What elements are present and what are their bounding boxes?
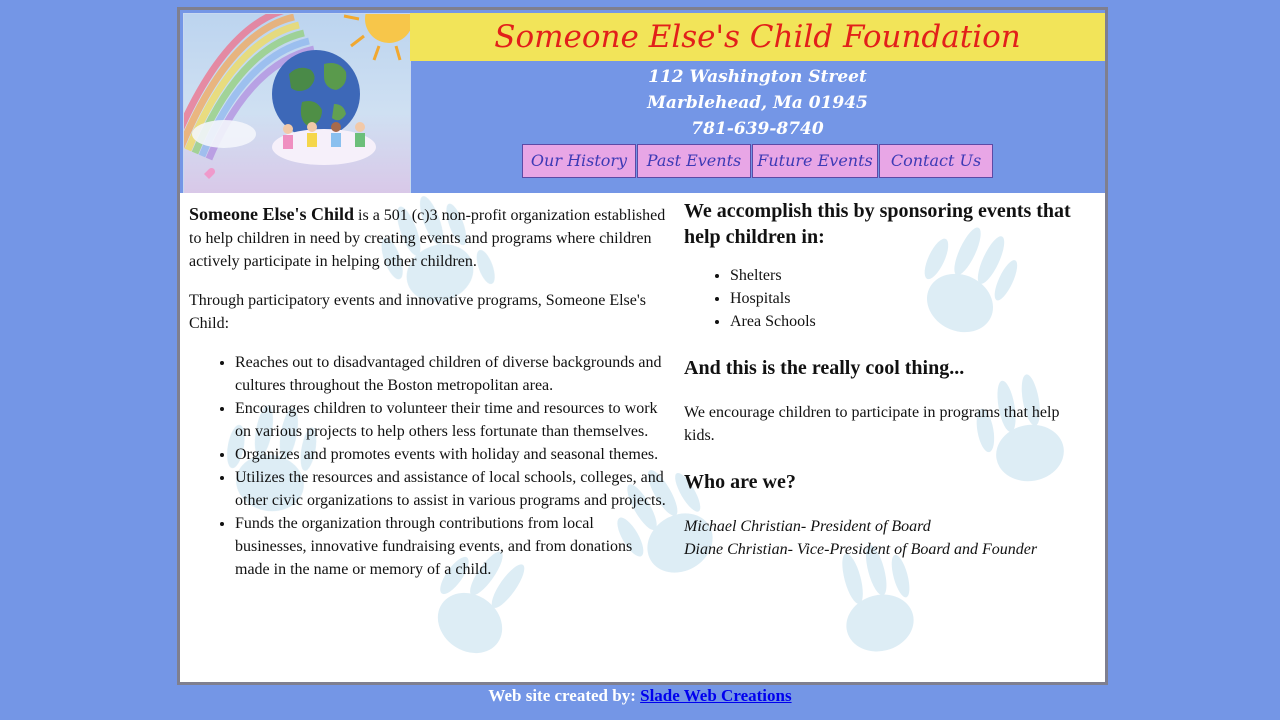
- person-michael: Michael Christian- President of Board: [684, 518, 931, 535]
- sponsor-list: [684, 264, 1094, 333]
- list-item: • Encourages children to volunteer their time and resources to work on various projects to help others less fortunate than themselves.: [235, 397, 669, 443]
- page-frame: [177, 7, 1108, 685]
- street-address: 112 Washington Street: [648, 67, 867, 87]
- right-column: [684, 198, 1094, 561]
- phone-number: 781-639-8740: [691, 119, 824, 139]
- nav-contact-us[interactable]: Contact Us: [879, 144, 993, 178]
- cloud: [192, 120, 256, 148]
- list-item: • Reaches out to disadvantaged children of diverse backgrounds and cultures throughout the Boston metropolitan area.: [235, 351, 669, 397]
- heart: [204, 168, 215, 179]
- nav-bar: [522, 144, 994, 178]
- org-name: Someone Else's Child: [189, 204, 355, 224]
- person-diane: Diane Christian- Vice-President of Board and Founder: [684, 541, 1038, 558]
- nav-past-events[interactable]: Past Events: [637, 144, 751, 178]
- logo-painting: [183, 13, 411, 195]
- nav-our-history[interactable]: Our History: [522, 144, 636, 178]
- main-content: [180, 193, 1105, 682]
- nav-future-events[interactable]: Future Events: [752, 144, 878, 178]
- list-item: • Utilizes the resources and assistance of local schools, colleges, and other civic organizations to assist in various programs and projects.: [235, 466, 669, 512]
- list-item: • Shelters: [730, 264, 1094, 287]
- list-item: • Area Schools: [730, 310, 1094, 333]
- intro-text: is a 501 (c)3 non-profit organization established to help children in need by creating events and programs where children actively participate in helping other children.: [189, 207, 666, 270]
- cool-heading: And this is the really cool thing...: [684, 357, 965, 379]
- goals-list: [189, 351, 669, 581]
- intro-paragraph: [189, 203, 669, 273]
- list-item: • Funds the organization through contributions from local businesses, innovative fundraising events, and from donations made in the name or memory of a child.: [235, 512, 669, 581]
- through-paragraph: Through participatory events and innovative programs, Someone Else's Child:: [189, 292, 646, 332]
- sun: [344, 14, 410, 60]
- people-list: [684, 515, 1094, 561]
- list-item: • Organizes and promotes events with holiday and seasonal themes.: [235, 443, 669, 466]
- footer-label: Web site created by:: [488, 686, 636, 705]
- earth-children-illustration: [184, 14, 410, 194]
- who-heading: Who are we?: [684, 471, 796, 493]
- footer: [0, 684, 1280, 708]
- sponsor-heading: We accomplish this by sponsoring events that help children in:: [684, 200, 1071, 248]
- header: [180, 10, 1105, 193]
- site-title: Someone Else's Child Foundation: [410, 13, 1105, 61]
- left-column: [189, 203, 669, 595]
- city-state-zip: Marblehead, Ma 01945: [647, 93, 868, 113]
- list-item: • Hospitals: [730, 287, 1094, 310]
- footer-credit-link[interactable]: Slade Web Creations: [640, 686, 792, 705]
- cool-text: We encourage children to participate in programs that help kids.: [684, 404, 1060, 444]
- address-block: [410, 64, 1105, 142]
